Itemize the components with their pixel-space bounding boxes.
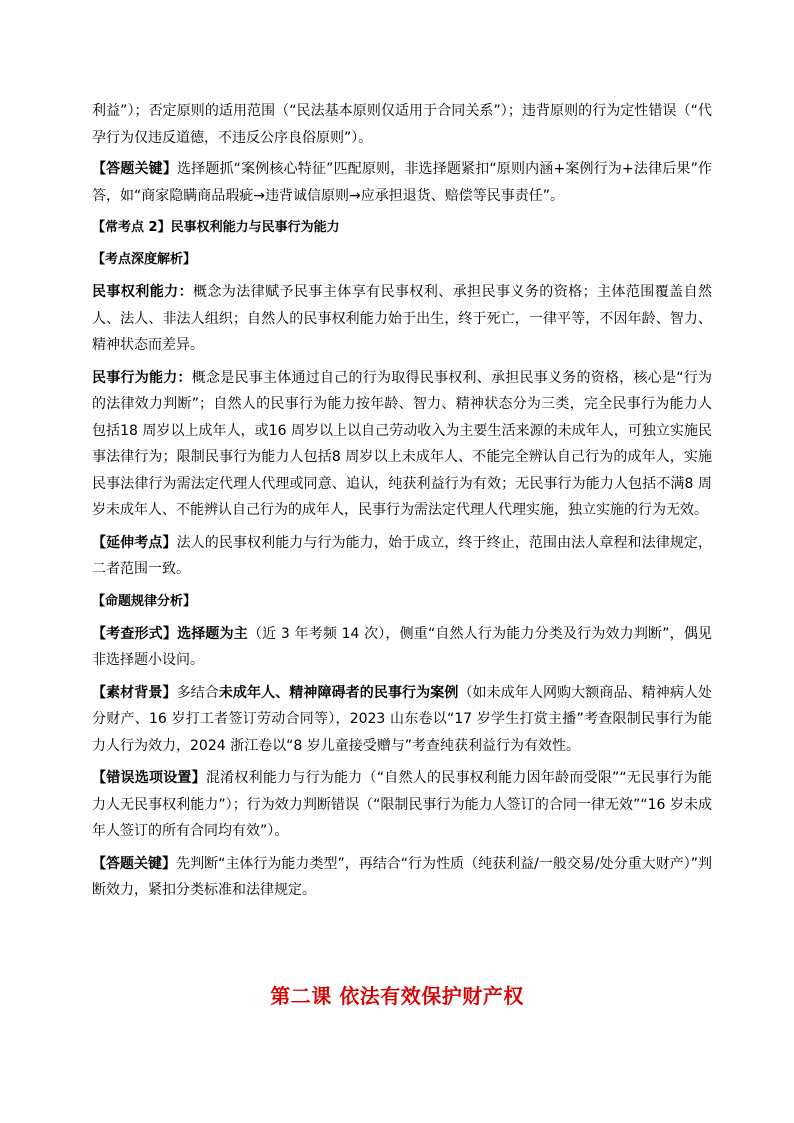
section-heading-pattern-analysis: 【命题规律分析】 xyxy=(92,593,197,609)
paragraph-answer-key-2 xyxy=(92,851,712,904)
paragraph-exam-form xyxy=(92,621,712,674)
material-label: 【素材背景】 xyxy=(92,684,177,701)
paragraph-extended-point xyxy=(92,530,712,583)
material-text: （如未成年人网购大额商品、精神病人处分财产、16 岁打工者签订劳动合同等），2023 山东卷以“17 岁学生打赏主播”考查限制民事行为能力人行为效力，2024 浙江卷以“8 岁儿童接受赠与”考查纯获利益行为有效性。 xyxy=(92,684,713,754)
wrong-options-label: 【错误选项设置】 xyxy=(92,770,206,786)
answer-key-text: 先判断“主体行为能力类型”，再结合“行为性质（纯获利益/一般交易/处分重大财产）”判断效力，紧扣分类标准和法律规定。 xyxy=(92,855,712,898)
exam-form-text: （近 3 年考频 14 次），侧重“自然人行为能力分类及行为效力判断”，偶见非选择题小设问。 xyxy=(92,625,713,668)
extended-point-text: 法人的民事权利能力与行为能力，始于成立，终于终止，范围由法人章程和法律规定，二者范围一致。 xyxy=(92,534,713,577)
paragraph-text: 利益”）；否定原则的适用范围（“民法基本原则仅适用于合同关系”）；违背原则的行为定性错误（“代孕行为仅违反道德，不违反公序良俗原则”）。 xyxy=(92,103,712,146)
answer-key-label: 【答题关键】 xyxy=(92,855,177,872)
document-body xyxy=(92,98,712,910)
exam-form-label: 【考查形式】 xyxy=(92,625,178,642)
term-definition: 概念是民事主体通过自己的行为取得民事权利、承担民事义务的资格，核心是“行为的法律效力判断”；自然人的民事行为能力按年龄、智力、精神状态分为三类，完全民事行为能力人包括18 周岁以上成年人，或16 周岁以上以自己劳动收入为主要生活来源的未成年人，可独立实施民事法律行为；限制民事行为能力人包括8 周岁以上未成年人、不能完全辨认自己行为的成年人，实施民事法律行为需法定代理人代理或同意、追认，纯获利益行为有效；无民事行为能力人包括不满8 周岁未成年人、不能辨认自己行为的成年人，民事行为需法定代理人代理实施，独立实施的行为无效。 xyxy=(92,369,712,518)
wrong-options-text: 混淆权利能力与行为能力（“自然人的民事权利能力因年龄而受限”“无民事行为能力人无民事权利能力”）；行为效力判断错误（“限制民事行为能力人签订的合同一律无效”“16 岁未成年人签订的所有合同均有效”）。 xyxy=(92,770,712,839)
material-prefix: 多结合 xyxy=(176,684,219,701)
section-heading-deep-analysis: 【考点深度解析】 xyxy=(92,252,197,267)
paragraph-material-background xyxy=(92,680,712,760)
extended-point-label: 【延伸考点】 xyxy=(92,534,177,551)
section-heading-key-point-2: 【常考点 2】民事权利能力与民事行为能力 xyxy=(92,220,340,235)
exam-form-emphasis: 选择题为主 xyxy=(177,625,248,642)
answer-key-label: 【答题关键】 xyxy=(92,161,178,177)
paragraph-answer-key-1 xyxy=(92,156,712,209)
term-label: 民事权利能力： xyxy=(92,284,193,300)
paragraph-civil-conduct-capacity xyxy=(92,365,712,524)
material-emphasis: 未成年人、精神障碍者的民事行为案例 xyxy=(218,684,459,701)
paragraph-civil-rights-capacity xyxy=(92,279,712,359)
term-definition: 概念为法律赋予民事主体享有民事权利、承担民事义务的资格；主体范围覆盖自然人、法人、非法人组织；自然人的民事权利能力始于出生，终于死亡，一律平等，不因年龄、智力、精神状态而差异。 xyxy=(92,284,712,353)
chapter-title: 第二课 依法有效保护财产权 xyxy=(270,984,524,1008)
term-label: 民事行为能力： xyxy=(92,369,192,386)
paragraph-principle-errors xyxy=(92,98,712,151)
paragraph-wrong-options xyxy=(92,765,712,845)
answer-key-text: 选择题抓“案例核心特征”匹配原则，非选择题紧扣“原则内涵+案例行为+法律后果”作答，如“商家隐瞒商品瑕疵→违背诚信原则→应承担退货、赔偿等民事责任”。 xyxy=(92,161,712,204)
